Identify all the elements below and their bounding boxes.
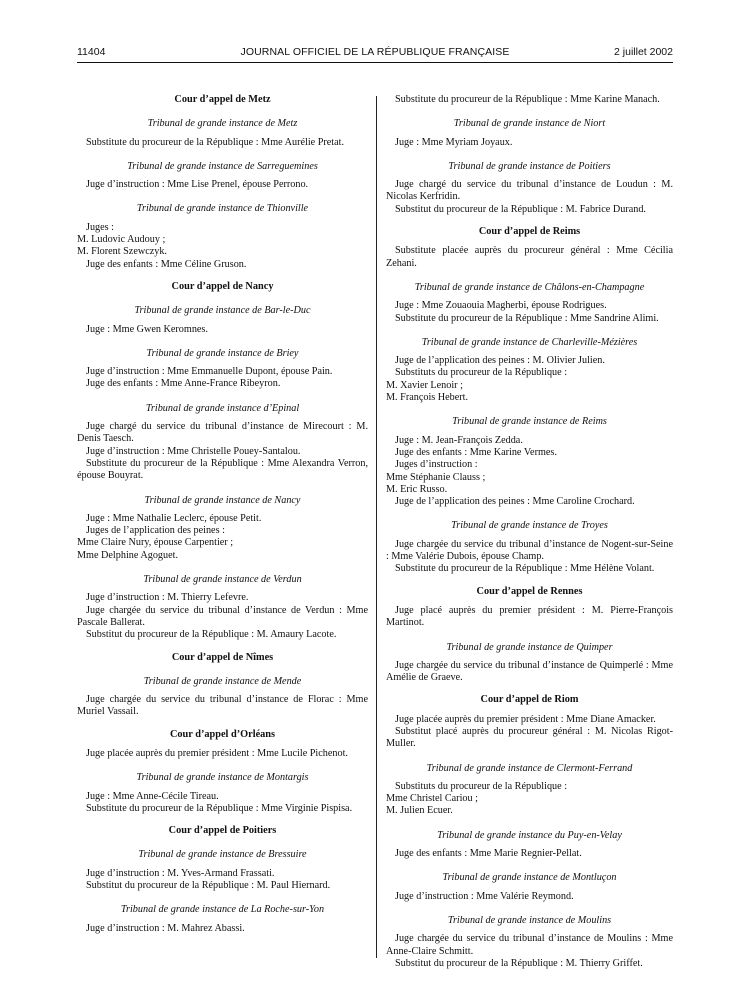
tribunal-heading: Tribunal de grande instance de Sarreguemines [127, 160, 318, 172]
tribunal-heading: Tribunal de grande instance de Verdun [143, 574, 302, 586]
appointment-entry: Juge d’instruction : Mme Valérie Reymond. [395, 890, 574, 902]
tribunal-heading: Tribunal de grande instance de Troyes [451, 520, 608, 532]
tribunal-heading: Tribunal de grande instance de Montluçon [442, 872, 617, 884]
appointment-entry: Juge de l’application des peines : Mme Caroline Crochard. [395, 496, 635, 508]
appointment-entry: Juge des enfants : Mme Céline Gruson. [86, 258, 247, 270]
appointment-entry: Juge chargée du service du tribunal d’instance de Verdun : Mme Pascale Ballerat. [77, 604, 368, 628]
appointment-entry: Substitute du procureur de la République : Mme Karine Manach. [395, 94, 660, 105]
appointment-entry: Substitute du procureur de la République : Mme Sandrine Alimi. [395, 312, 659, 324]
appointment-entry: Juge placée auprès du premier président : Mme Diane Amacker. [395, 713, 656, 725]
page-header [77, 44, 673, 60]
appointee-name: M. Eric Russo. [386, 483, 448, 495]
court-heading: Cour d’appel de Reims [478, 226, 581, 238]
appointee-name: Mme Stéphanie Clauss ; [386, 471, 486, 483]
tribunal-heading: Tribunal de grande instance de La Roche-sur-Yon [120, 904, 325, 916]
appointment-entry: Juge chargée du service du tribunal d’instance de Quimperlé : Mme Amélie de Graeve. [386, 659, 673, 684]
appointee-name: M. François Hebert. [386, 392, 469, 404]
appointment-entry: Juge chargée du service du tribunal d’instance de Moulins : Mme Anne-Claire Schmitt. [386, 933, 673, 957]
appointment-entry: Juge : Mme Myriam Joyaux. [395, 136, 513, 148]
appointment-entry: Juges de l’application des peines : [86, 525, 225, 537]
tribunal-heading: Tribunal de grande instance de Mende [143, 675, 302, 687]
appointee-name: Mme Delphine Agoguet. [77, 549, 179, 561]
appointment-entry: Juge chargé du service du tribunal d’instance de Loudun : M. Nicolas Kerfridin. [386, 179, 673, 203]
appointment-entry: Juge d’instruction : M. Thierry Lefevre. [86, 592, 249, 604]
appointment-entry: Juge d’instruction : Mme Emmanuelle Dupont, épouse Pain. [86, 366, 333, 378]
appointment-entry: Juge de l’application des peines : M. Olivier Julien. [395, 355, 605, 367]
tribunal-heading: Tribunal de grande instance de Moulins [447, 914, 612, 926]
appointment-entry: Substitute du procureur de la République : Mme Hélène Volant. [395, 563, 655, 575]
appointment-entry: Substituts du procureur de la République : [395, 367, 568, 379]
appointee-name: M. Xavier Lenoir ; [386, 379, 463, 391]
tribunal-heading: Tribunal de grande instance de Nancy [144, 494, 301, 506]
tribunal-heading: Tribunal de grande instance de Poitiers [448, 160, 611, 172]
tribunal-heading: Tribunal de grande instance du Puy-en-Velay [437, 829, 622, 841]
tribunal-heading: Tribunal de grande instance de Quimper [446, 641, 613, 653]
appointment-entry: Juge : M. Jean-François Zedda. [395, 434, 523, 446]
appointment-entry: Substitut du procureur de la République : M. Thierry Griffet. [395, 957, 643, 969]
tribunal-heading: Tribunal de grande instance de Thionville [136, 203, 309, 215]
tribunal-heading: Tribunal de grande instance de Metz [147, 118, 298, 130]
tribunal-heading: Tribunal de grande instance de Reims [452, 416, 607, 428]
appointee-name: M. Ludovic Audouy ; [77, 234, 166, 246]
appointee-name: Mme Christel Cariou ; [386, 793, 478, 805]
issue-date: 2 juillet 2002 [614, 46, 673, 58]
court-heading: Cour d’appel de Riom [480, 694, 579, 706]
appointment-entry: Substitut du procureur de la République : M. Paul Hiernard. [86, 880, 331, 892]
right-column [386, 94, 673, 970]
appointment-entry: Juge d’instruction : Mme Lise Prenel, épouse Perrono. [86, 179, 309, 191]
appointment-entry: Juge des enfants : Mme Anne-France Ribeyron. [86, 378, 281, 390]
appointment-entry: Juge placé auprès du premier président : M. Pierre-François Martinot. [386, 604, 673, 629]
appointment-entry: Juge des enfants : Mme Karine Vermes. [395, 446, 557, 458]
appointment-entry: Juge : Mme Nathalie Leclerc, épouse Petit. [86, 512, 262, 524]
appointment-entry: Juge chargée du service du tribunal d’instance de Nogent-sur-Seine : Mme Valérie Dubois, épouse Champ. [386, 538, 673, 563]
journal-title: JOURNAL OFFICIEL DE LA RÉPUBLIQUE FRANÇAISE [240, 46, 510, 58]
court-heading: Cour d’appel de Poitiers [168, 825, 277, 837]
appointment-entry: Juge : Mme Zouaouia Magherbi, épouse Rodrigues. [395, 300, 607, 312]
tribunal-heading: Tribunal de grande instance de Niort [453, 118, 606, 130]
appointment-entry: Juges : [86, 221, 115, 233]
appointment-entry: Juge : Mme Gwen Keromnes. [86, 323, 208, 335]
appointment-entry: Substitute placée auprès du procureur général : Mme Cécilia Zehani. [386, 245, 673, 269]
appointee-name: M. Julien Ecuer. [386, 805, 453, 817]
column-divider [376, 96, 377, 958]
tribunal-heading: Tribunal de grande instance de Châlons-en-Champagne [414, 281, 645, 293]
appointment-entry: Substitut du procureur de la République : M. Fabrice Durand. [395, 203, 646, 215]
appointment-entry: Substitute du procureur de la République : Mme Aurélie Pretat. [86, 136, 345, 148]
appointment-entry: Substitute du procureur de la République : Mme Alexandra Verron, épouse Bouyrat. [77, 457, 368, 482]
header-rule [77, 62, 673, 63]
court-heading: Cour d’appel de Rennes [476, 585, 583, 597]
left-column [77, 94, 368, 935]
appointment-entry: Juge chargée du service du tribunal d’instance de Florac : Mme Muriel Vassail. [77, 694, 368, 718]
tribunal-heading: Tribunal de grande instance de Bressuire [138, 849, 307, 861]
tribunal-heading: Tribunal de grande instance de Briey [146, 347, 299, 359]
court-heading: Cour d’appel de Nancy [171, 280, 274, 292]
appointment-entry: Substitut placé auprès du procureur général : M. Nicolas Rigot-Muller. [386, 725, 673, 750]
appointment-entry: Juge d’instruction : Mme Christelle Pouey-Santalou. [86, 445, 301, 457]
court-heading: Cour d’appel de Metz [174, 94, 271, 105]
tribunal-heading: Tribunal de grande instance de Montargis [136, 772, 309, 784]
appointment-entry: Juge placée auprès du premier président : Mme Lucile Pichenot. [86, 747, 348, 759]
court-heading: Cour d’appel de Nîmes [171, 651, 274, 663]
tribunal-heading: Tribunal de grande instance de Charleville-Mézières [421, 336, 638, 348]
tribunal-heading: Tribunal de grande instance de Clermont-Ferrand [426, 762, 633, 774]
appointment-entry: Substituts du procureur de la République : [395, 780, 568, 792]
appointment-entry: Substitute du procureur de la République : Mme Virginie Pispisa. [86, 802, 353, 814]
page-number: 11404 [77, 46, 106, 58]
tribunal-heading: Tribunal de grande instance d’Epinal [145, 402, 300, 414]
appointee-name: Mme Claire Nury, épouse Carpentier ; [77, 537, 234, 549]
appointment-entry: Juges d’instruction : [395, 459, 478, 471]
appointment-entry: Juge des enfants : Mme Marie Regnier-Pellat. [395, 848, 582, 860]
appointee-name: M. Florent Szewczyk. [77, 246, 167, 258]
appointment-entry: Juge chargé du service du tribunal d’instance de Mirecourt : M. Denis Taesch. [77, 421, 368, 445]
appointment-entry: Juge d’instruction : M. Yves-Armand Frassati. [86, 867, 275, 879]
appointment-entry: Juge : Mme Anne-Cécile Tireau. [86, 790, 219, 802]
appointment-entry: Substitut du procureur de la République : M. Amaury Lacote. [86, 629, 337, 641]
tribunal-heading: Tribunal de grande instance de Bar-le-Duc [134, 305, 311, 317]
appointment-entry: Juge d’instruction : M. Mahrez Abassi. [86, 922, 245, 934]
court-heading: Cour d’appel d’Orléans [169, 728, 276, 740]
